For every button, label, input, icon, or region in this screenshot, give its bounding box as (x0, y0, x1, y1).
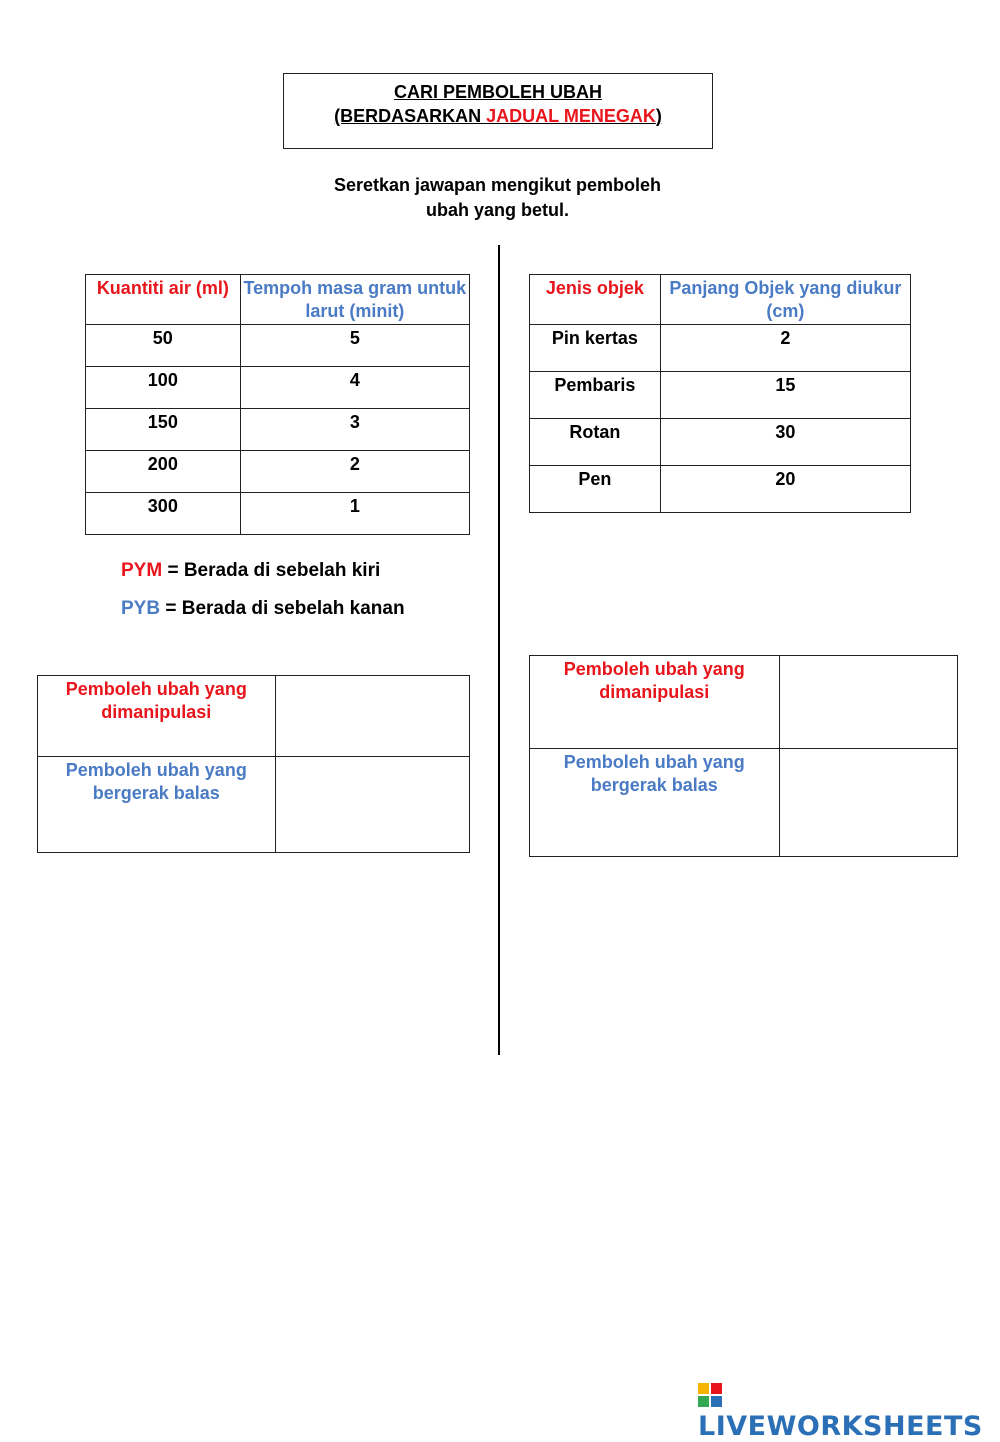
table-cell: 50 (86, 325, 241, 367)
manipulated-drop-zone[interactable] (779, 656, 957, 749)
table-cell: Pembaris (530, 372, 661, 419)
legend-pym-text: = Berada di sebelah kiri (162, 560, 381, 581)
manipulated-variable-label: Pemboleh ubah yang dimanipulasi (530, 656, 780, 749)
answer-table-right (529, 655, 958, 857)
table-cell: 5 (240, 325, 469, 367)
table-cell: 1 (240, 493, 469, 535)
table-cell: Pen (530, 466, 661, 513)
instruction-text (300, 173, 695, 223)
liveworksheets-logo (698, 1380, 1000, 1442)
table-cell: 15 (660, 372, 910, 419)
title-box (283, 73, 713, 149)
responding-drop-zone[interactable] (779, 749, 957, 857)
table-cell: 3 (240, 409, 469, 451)
table-row (86, 409, 470, 451)
table-row (86, 451, 470, 493)
manipulated-drop-zone[interactable] (275, 676, 469, 757)
legend-pyb (121, 598, 405, 620)
table-cell: Rotan (530, 419, 661, 466)
instruction-line-2: ubah yang betul. (425, 200, 569, 220)
legend-pyb-text: = Berada di sebelah kanan (160, 598, 405, 619)
table-cell: 20 (660, 466, 910, 513)
table-header-object: Jenis objek (530, 275, 661, 325)
title-suffix: ) (655, 106, 662, 126)
table-cell: 4 (240, 367, 469, 409)
center-divider (498, 245, 500, 1055)
responding-variable-label: Pemboleh ubah yang bergerak balas (530, 749, 780, 857)
table-cell: 30 (660, 419, 910, 466)
table-cell: 150 (86, 409, 241, 451)
table-header-time: Tempoh masa gram untuk larut (minit) (240, 275, 469, 325)
object-length-table (529, 274, 911, 513)
legend-pym-key: PYM (121, 560, 163, 581)
manipulated-variable-label: Pemboleh ubah yang dimanipulasi (38, 676, 276, 757)
table-row (86, 325, 470, 367)
table-cell: 300 (86, 493, 241, 535)
title-line-2 (284, 104, 712, 128)
liveworksheets-icon (698, 1383, 722, 1407)
legend-pym (121, 560, 380, 582)
table-header-length: Panjang Objek yang diukur (cm) (660, 275, 910, 325)
table-row (530, 466, 911, 513)
title-prefix: (BERDASARKAN (334, 106, 487, 126)
answer-table-left (37, 675, 470, 853)
table-row (86, 493, 470, 535)
table-row (86, 367, 470, 409)
title-highlight: JADUAL MENEGAK (486, 106, 656, 126)
legend-pyb-key: PYB (121, 598, 161, 619)
responding-drop-zone[interactable] (275, 757, 469, 853)
water-quantity-table (85, 274, 470, 535)
table-cell: 2 (660, 325, 910, 372)
responding-variable-label: Pemboleh ubah yang bergerak balas (38, 757, 276, 853)
title-line-1: CARI PEMBOLEH UBAH (393, 82, 602, 102)
table-row (530, 372, 911, 419)
table-cell: Pin kertas (530, 325, 661, 372)
table-row (530, 325, 911, 372)
table-row (530, 419, 911, 466)
table-header-quantity: Kuantiti air (ml) (86, 275, 241, 325)
instruction-line-1: Seretkan jawapan mengikut pemboleh (333, 175, 662, 195)
table-cell: 2 (240, 451, 469, 493)
table-cell: 200 (86, 451, 241, 493)
table-cell: 100 (86, 367, 241, 409)
logo-text: LIVEWORKSHEETS (698, 1411, 983, 1442)
